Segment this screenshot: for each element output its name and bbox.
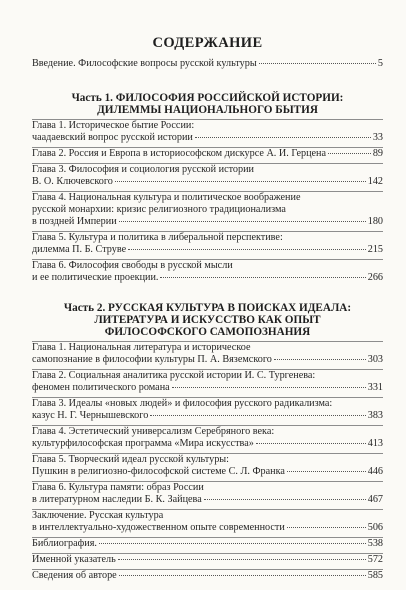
dot-leader — [172, 386, 366, 388]
dot-leader — [256, 442, 366, 444]
part2-title-line1: Часть 2. РУССКАЯ КУЛЬТУРА В ПОИСКАХ ИДЕАЛА: — [63, 302, 352, 314]
dot-leader — [287, 470, 366, 472]
toc-entry-page: 383 — [367, 410, 383, 421]
toc-entry-text: в поздней Империи — [32, 216, 117, 227]
part1-entry-list — [32, 119, 383, 284]
toc-entry-text: Именной указатель — [32, 554, 116, 565]
toc-entry — [32, 260, 383, 284]
toc-entry — [32, 192, 383, 228]
toc-entry-line — [32, 454, 383, 466]
toc-entry — [32, 398, 383, 422]
toc-entry — [32, 538, 383, 550]
toc-entry-line — [32, 466, 383, 478]
part1-title-line2: ДИЛЕММЫ НАЦИОНАЛЬНОГО БЫТИЯ — [97, 104, 318, 116]
toc-entry-line — [32, 494, 383, 506]
toc-entry — [32, 148, 383, 160]
toc-entry-page: 413 — [367, 438, 383, 449]
toc-entry-text: русской монархии: кризис религиозного традиционализма — [32, 204, 286, 215]
toc-entry-line — [32, 398, 383, 410]
toc-entry-line — [32, 216, 383, 228]
toc-entry-text: Глава 6. Философия свободы в русской мысли — [32, 260, 233, 271]
toc-entry-page: 180 — [367, 216, 383, 227]
toc-entry-text: Библиография. — [32, 538, 97, 549]
toc-entry-text: Пушкин в религиозно-философской системе С. Л. Франка — [32, 466, 285, 477]
part1-title-line1: Часть 1. ФИЛОСОФИЯ РОССИЙСКОЙ ИСТОРИИ: — [71, 92, 344, 104]
dot-leader — [195, 136, 371, 138]
toc-entry-text: феномен политического романа — [32, 382, 170, 393]
toc-entry-text: Глава 3. Философия и социология русской истории — [32, 164, 255, 175]
toc-entry — [32, 454, 383, 478]
toc-entry-line — [32, 382, 383, 394]
toc-entry — [32, 554, 383, 566]
dot-leader — [119, 574, 366, 576]
toc-entry-text: Заключение. Русская культура — [32, 510, 164, 521]
toc-entry-line — [32, 272, 383, 284]
toc-entry — [32, 510, 383, 534]
part2-entry-list — [32, 341, 383, 582]
toc-entry-page: 585 — [367, 570, 383, 581]
toc-entry-text: казус Н. Г. Чернышевского — [32, 410, 149, 421]
dot-leader — [128, 248, 366, 250]
toc-entry-line — [32, 570, 383, 582]
dot-leader — [328, 152, 371, 154]
toc-entry-text: Глава 1. Историческое бытие России: — [32, 120, 195, 131]
toc-entry — [32, 232, 383, 256]
toc-entry-text: дилемма П. Б. Струве — [32, 244, 127, 255]
toc-entry — [32, 120, 383, 144]
toc-entry-line — [32, 538, 383, 550]
toc-entry-page: 538 — [367, 538, 383, 549]
toc-entry — [32, 570, 383, 582]
toc-entry-line — [32, 132, 383, 144]
toc-entry-line — [32, 410, 383, 422]
toc-entry-text: Глава 1. Национальная литература и историческое — [32, 342, 251, 353]
toc-entry-text: самопознание в философии культуры П. А. Вяземского — [32, 354, 272, 365]
toc-entry-page: 467 — [367, 494, 383, 505]
toc-entry — [32, 482, 383, 506]
toc-entry-page: 33 — [372, 132, 383, 143]
toc-entry-text: чаадаевский вопрос русской истории — [32, 132, 193, 143]
toc-entry-page: 89 — [372, 148, 383, 159]
toc-entry-text: Сведения об авторе — [32, 570, 117, 581]
toc-entry-page: 446 — [367, 466, 383, 477]
toc-entry-line — [32, 232, 383, 244]
toc-entry-line — [32, 342, 383, 354]
toc-entry-line — [32, 120, 383, 132]
toc-entry-page: 215 — [367, 244, 383, 255]
dot-leader — [287, 526, 366, 528]
toc-entry-line — [32, 426, 383, 438]
dot-leader — [150, 414, 365, 416]
toc-entry-text: Глава 2. Россия и Европа в историософском дискурсе А. И. Герцена — [32, 148, 327, 159]
toc-entry-line — [32, 522, 383, 534]
toc-entry-text: Глава 4. Эстетический универсализм Серебряного века: — [32, 426, 275, 437]
toc-entry-text: Глава 6. Культура памяти: образ России — [32, 482, 204, 493]
toc-entry-text: Глава 5. Культура и политика в либеральной перспективе: — [32, 232, 283, 243]
toc-entry-text: Введение. Философские вопросы русской культуры — [32, 58, 257, 69]
toc-entry-page: 331 — [367, 382, 383, 393]
toc-entry-text: в интеллектуально-художественном опыте современности — [32, 522, 285, 533]
toc-entry-introduction — [32, 58, 383, 70]
dot-leader — [118, 558, 366, 560]
toc-entry-line — [32, 58, 383, 70]
toc-entry-line — [32, 510, 383, 522]
toc-entry-text: Глава 4. Национальная культура и политическое воображение — [32, 192, 301, 203]
toc-entry-line — [32, 438, 383, 450]
toc-entry-text: В. О. Ключевского — [32, 176, 113, 187]
dot-leader — [274, 358, 366, 360]
toc-entry-page: 303 — [367, 354, 383, 365]
part2-title-line2: ЛИТЕРАТУРА И ИСКУССТВО КАК ОПЫТ — [94, 314, 321, 326]
toc-entry-text: культурфилософская программа «Мира искусства» — [32, 438, 254, 449]
dot-leader — [119, 220, 366, 222]
toc-entry-text: Глава 2. Социальная аналитика русской истории И. С. Тургенева: — [32, 370, 316, 381]
toc-entry-text: Глава 3. Идеалы «новых людей» и философия русского радикализма: — [32, 398, 333, 409]
toc-entry-line — [32, 176, 383, 188]
toc-entry-text: и ее политические проекции. — [32, 272, 159, 283]
dot-leader — [115, 180, 366, 182]
dot-leader — [99, 542, 366, 544]
toc-entry-line — [32, 192, 383, 204]
toc-entry-page: 506 — [367, 522, 383, 533]
part1-heading — [32, 92, 383, 116]
dot-leader — [160, 276, 365, 278]
toc-entry-line — [32, 554, 383, 566]
toc-entry-line — [32, 354, 383, 366]
toc-title: СОДЕРЖАНИЕ — [152, 35, 263, 51]
toc-entry-line — [32, 244, 383, 256]
toc-entry — [32, 370, 383, 394]
part2-heading — [32, 302, 383, 338]
toc-entry-text: в литературном наследии Б. К. Зайцева — [32, 494, 202, 505]
toc-entry-page: 572 — [367, 554, 383, 565]
toc-entry-line — [32, 482, 383, 494]
toc-entry-line — [32, 260, 383, 272]
toc-entry-page: 142 — [367, 176, 383, 187]
toc-entry-text: Глава 5. Творческий идеал русской культуры: — [32, 454, 229, 465]
toc-entry-page: 5 — [377, 58, 383, 69]
dot-leader — [259, 62, 376, 64]
toc-entry — [32, 342, 383, 366]
toc-entry — [32, 164, 383, 188]
toc-entry — [32, 426, 383, 450]
toc-entry-page: 266 — [367, 272, 383, 283]
part2-title-line3: ФИЛОСОФСКОГО САМОПОЗНАНИЯ — [104, 326, 311, 338]
toc-entry-line — [32, 148, 383, 160]
toc-entry-line — [32, 370, 383, 382]
toc-entry-line — [32, 204, 383, 216]
dot-leader — [204, 498, 366, 500]
toc-entry-line — [32, 164, 383, 176]
